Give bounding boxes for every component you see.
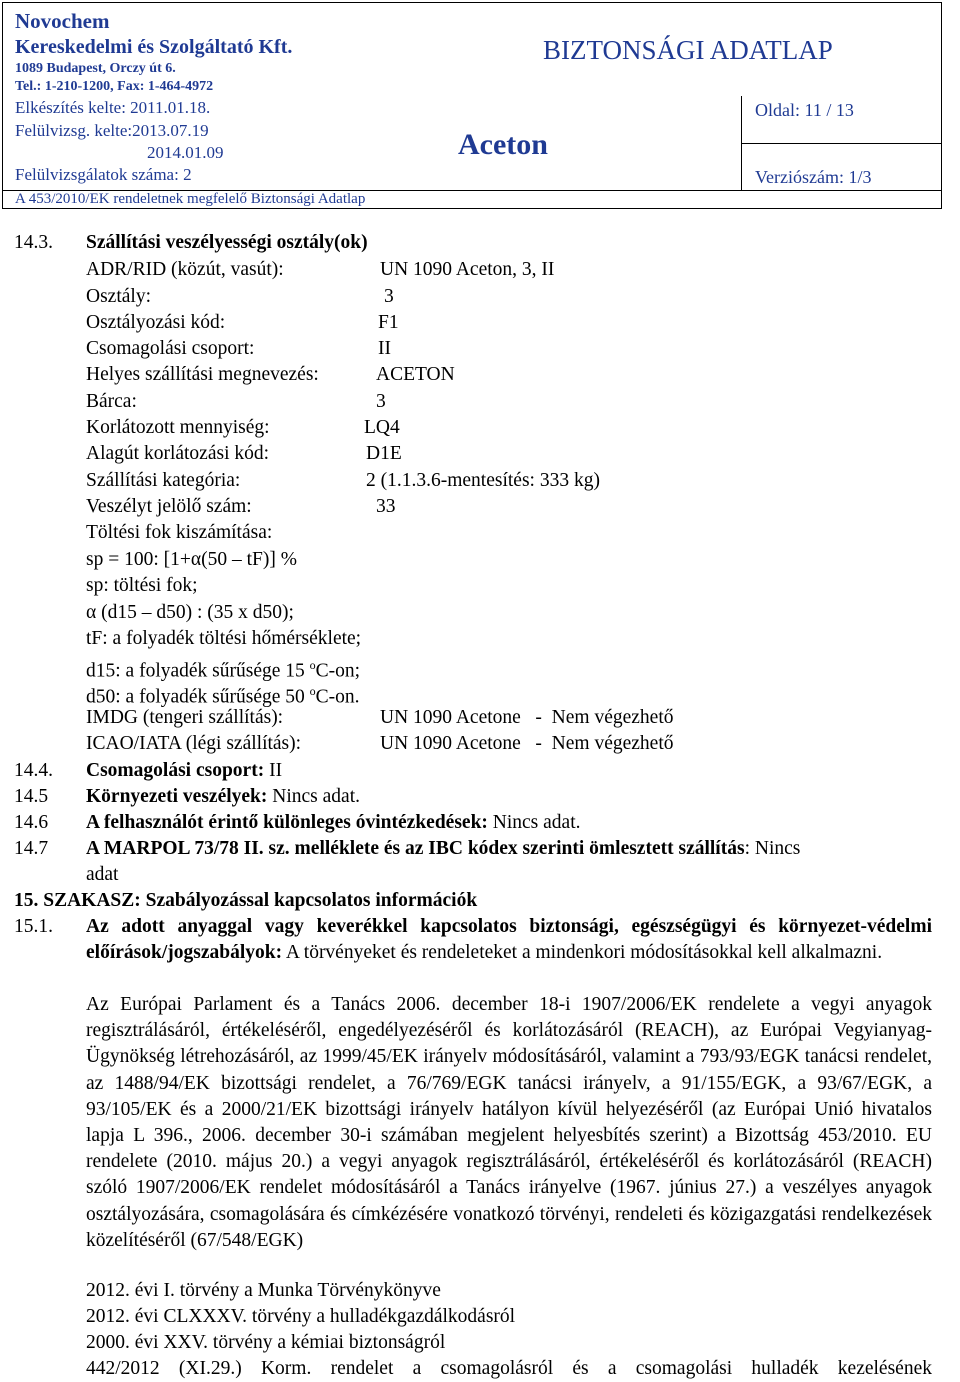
section-number-14-3: 14.3.: [14, 232, 53, 253]
row-value: 2 (1.1.3.6-mentesítés: 333 kg): [366, 470, 600, 491]
row-label: Bárca:: [86, 391, 137, 412]
document-header: [2, 2, 942, 209]
row-label: ADR/RID (közút, vasút):: [86, 259, 284, 280]
density-50-text: d50: a folyadék sűrűsége 50: [86, 686, 310, 708]
section-title-14-4: Csomagolási csoport:: [86, 760, 265, 781]
section-intro-15-1: A törvényeket és rendeleteket a mindenkori módosításokkal kell alkalmazni.: [282, 942, 883, 964]
version-number: Verziószám: 1/3: [755, 167, 872, 187]
regulation-note: A 453/2010/EK rendeletnek megfelelő Biztonsági Adatlap: [15, 191, 366, 207]
row-value: ACETON: [376, 364, 455, 385]
density-15-text: d15: a folyadék sűrűsége 15: [86, 660, 310, 682]
section-title-14-5: Környezeti veszélyek:: [86, 786, 268, 807]
section-14-5: [86, 784, 360, 810]
row-value: 3: [376, 391, 386, 412]
row-label: Osztályozási kód:: [86, 312, 226, 333]
section-title-15-1: Az adott anyaggal vagy keverékkel kapcsolatos biztonsági, egészségügyi és környezet-védelmi előírások/jogszabályok:: [86, 916, 932, 964]
revisions-count: Felülvizsgálatok száma: 2: [15, 165, 192, 184]
imdg-label: IMDG (tengeri szállítás):: [86, 707, 284, 728]
fill-line: sp: töltési fok;: [86, 575, 198, 596]
section-title-14-7: A MARPOL 73/78 II. sz. melléklete és az IBC kódex szerinti ömlesztett szállítás: [86, 838, 745, 859]
section-15-title: 15. SZAKASZ: Szabályozással kapcsolatos információk: [14, 890, 478, 911]
row-label: Szállítási kategória:: [86, 470, 241, 491]
imdg-value: UN 1090 Acetone - Nem végezhető: [380, 707, 674, 728]
fill-line: tF: a folyadék töltési hőmérséklete;: [86, 628, 362, 649]
company-address: 1089 Budapest, Orczy út 6.: [15, 61, 176, 76]
law-item: 2012. évi CLXXXV. törvény a hulladékgazdálkodásról: [86, 1306, 516, 1327]
section-14-6: [86, 810, 581, 836]
header-divider-horizontal: [741, 143, 941, 144]
row-label: Veszélyt jelölő szám:: [86, 496, 252, 517]
company-full-name: Kereskedelmi és Szolgáltató Kft.: [15, 36, 293, 58]
section-number-14-4: 14.4.: [14, 760, 53, 781]
section-title-14-3: Szállítási veszélyességi osztály(ok): [86, 232, 368, 253]
law-item: 2000. évi XXV. törvény a kémiai biztonságról: [86, 1332, 446, 1353]
section-number-15-1: 15.1.: [14, 916, 53, 937]
row-label: Helyes szállítási megnevezés:: [86, 364, 319, 385]
section-14-7: [86, 836, 800, 862]
icao-value: UN 1090 Acetone - Nem végezhető: [380, 733, 674, 754]
fill-line: α (d15 – d50) : (35 x d50);: [86, 602, 294, 623]
section-value-14-4: II: [264, 760, 283, 781]
section-15-1-body: [86, 914, 932, 966]
fill-line: sp = 100: [1+α(50 – tF)] %: [86, 549, 297, 570]
section-number-14-5: 14.5: [14, 786, 49, 807]
section-value-14-6: Nincs adat.: [487, 812, 581, 833]
row-value: F1: [378, 312, 399, 333]
row-value: UN 1090 Aceton, 3, II: [380, 259, 555, 280]
section-value-14-5: Nincs adat.: [267, 786, 360, 807]
row-value: II: [378, 338, 391, 359]
document-title: BIZTONSÁGI ADATLAP: [543, 35, 833, 65]
section-value-14-7-cont: adat: [86, 864, 119, 885]
company-name: Novochem: [15, 9, 110, 33]
law-item: 2012. évi I. törvény a Munka Törvénykönyve: [86, 1280, 441, 1301]
revised-date: Felülvizsg. kelte:2013.07.19: [15, 121, 209, 140]
row-value: 3: [384, 286, 394, 307]
law-item-last: 442/2012 (XI.29.) Korm. rendelet a csomagolásról és a csomagolási hulladék kezelésének: [86, 1358, 932, 1379]
density-50-unit: C-on.: [315, 686, 360, 708]
row-label: Csomagolási csoport:: [86, 338, 255, 359]
section-title-14-6: A felhasználót érintő különleges óvintézkedések:: [86, 812, 488, 833]
row-value: 33: [376, 496, 396, 517]
page-number: Oldal: 11 / 13: [755, 100, 854, 120]
revised-date-2: 2014.01.09: [147, 143, 224, 162]
density-15-unit: C-on;: [315, 660, 361, 682]
product-name: Aceton: [458, 128, 548, 161]
degree-sup: o: [309, 684, 316, 698]
row-label: Korlátozott mennyiség:: [86, 417, 270, 438]
section-number-14-6: 14.6: [14, 812, 49, 833]
fill-line: Töltési fok kiszámítása:: [86, 522, 273, 543]
row-label: Osztály:: [86, 286, 151, 307]
row-value: LQ4: [364, 417, 400, 438]
degree-sup: o: [309, 658, 316, 672]
section-value-14-7: : Nincs: [744, 838, 801, 859]
created-date: Elkészítés kelte: 2011.01.18.: [15, 98, 211, 117]
section-14-4: [86, 758, 282, 784]
section-number-14-7: 14.7: [14, 838, 49, 859]
icao-label: ICAO/IATA (légi szállítás):: [86, 733, 302, 754]
regulation-paragraph: Az Európai Parlament és a Tanács 2006. december 18-i 1907/2006/EK rendelete a vegyi anyagok regisztrálásáról, értékeléséről, engedélyezéséről és korlátozásáról (REACH), az Európai Vegyianyag-Ügynökség létrehozásáról, az 1999/45/EK irányelv módosításáról, valamint a 793/93/EGK tanácsi rendelet, az 1488/94/EK bizottsági rendelet, a 76/769/EGK tanácsi irányelv, a 91/155/EGK, a 93/67/EGK, a 93/105/EK és a 2000/21/EK bizottsági irányelv hatályon kívül helyezéséről (az Európai Unió hivatalos lapja L 396., 2006. december 30-i számában megjelent helyesbítés szerint) a Bizottság 453/2010. EU rendelete (2010. május 20.) a vegyi anyagok regisztrálásáról, értékeléséről és korlátozásáról (REACH) szóló 1907/2006/EK rendelet módosításáról a Tanács irányelve (1967. június 27.) a veszélyes anyagok osztályozására, csomagolására és címkézésére vonatkozó törvényi, rendeleti és közigazgatási rendelkezések közelítéséről (67/548/EGK): [86, 994, 932, 1251]
company-phone: Tel.: 1-210-1200, Fax: 1-464-4972: [15, 79, 214, 94]
row-value: D1E: [366, 443, 402, 464]
row-label: Alagút korlátozási kód:: [86, 443, 270, 464]
